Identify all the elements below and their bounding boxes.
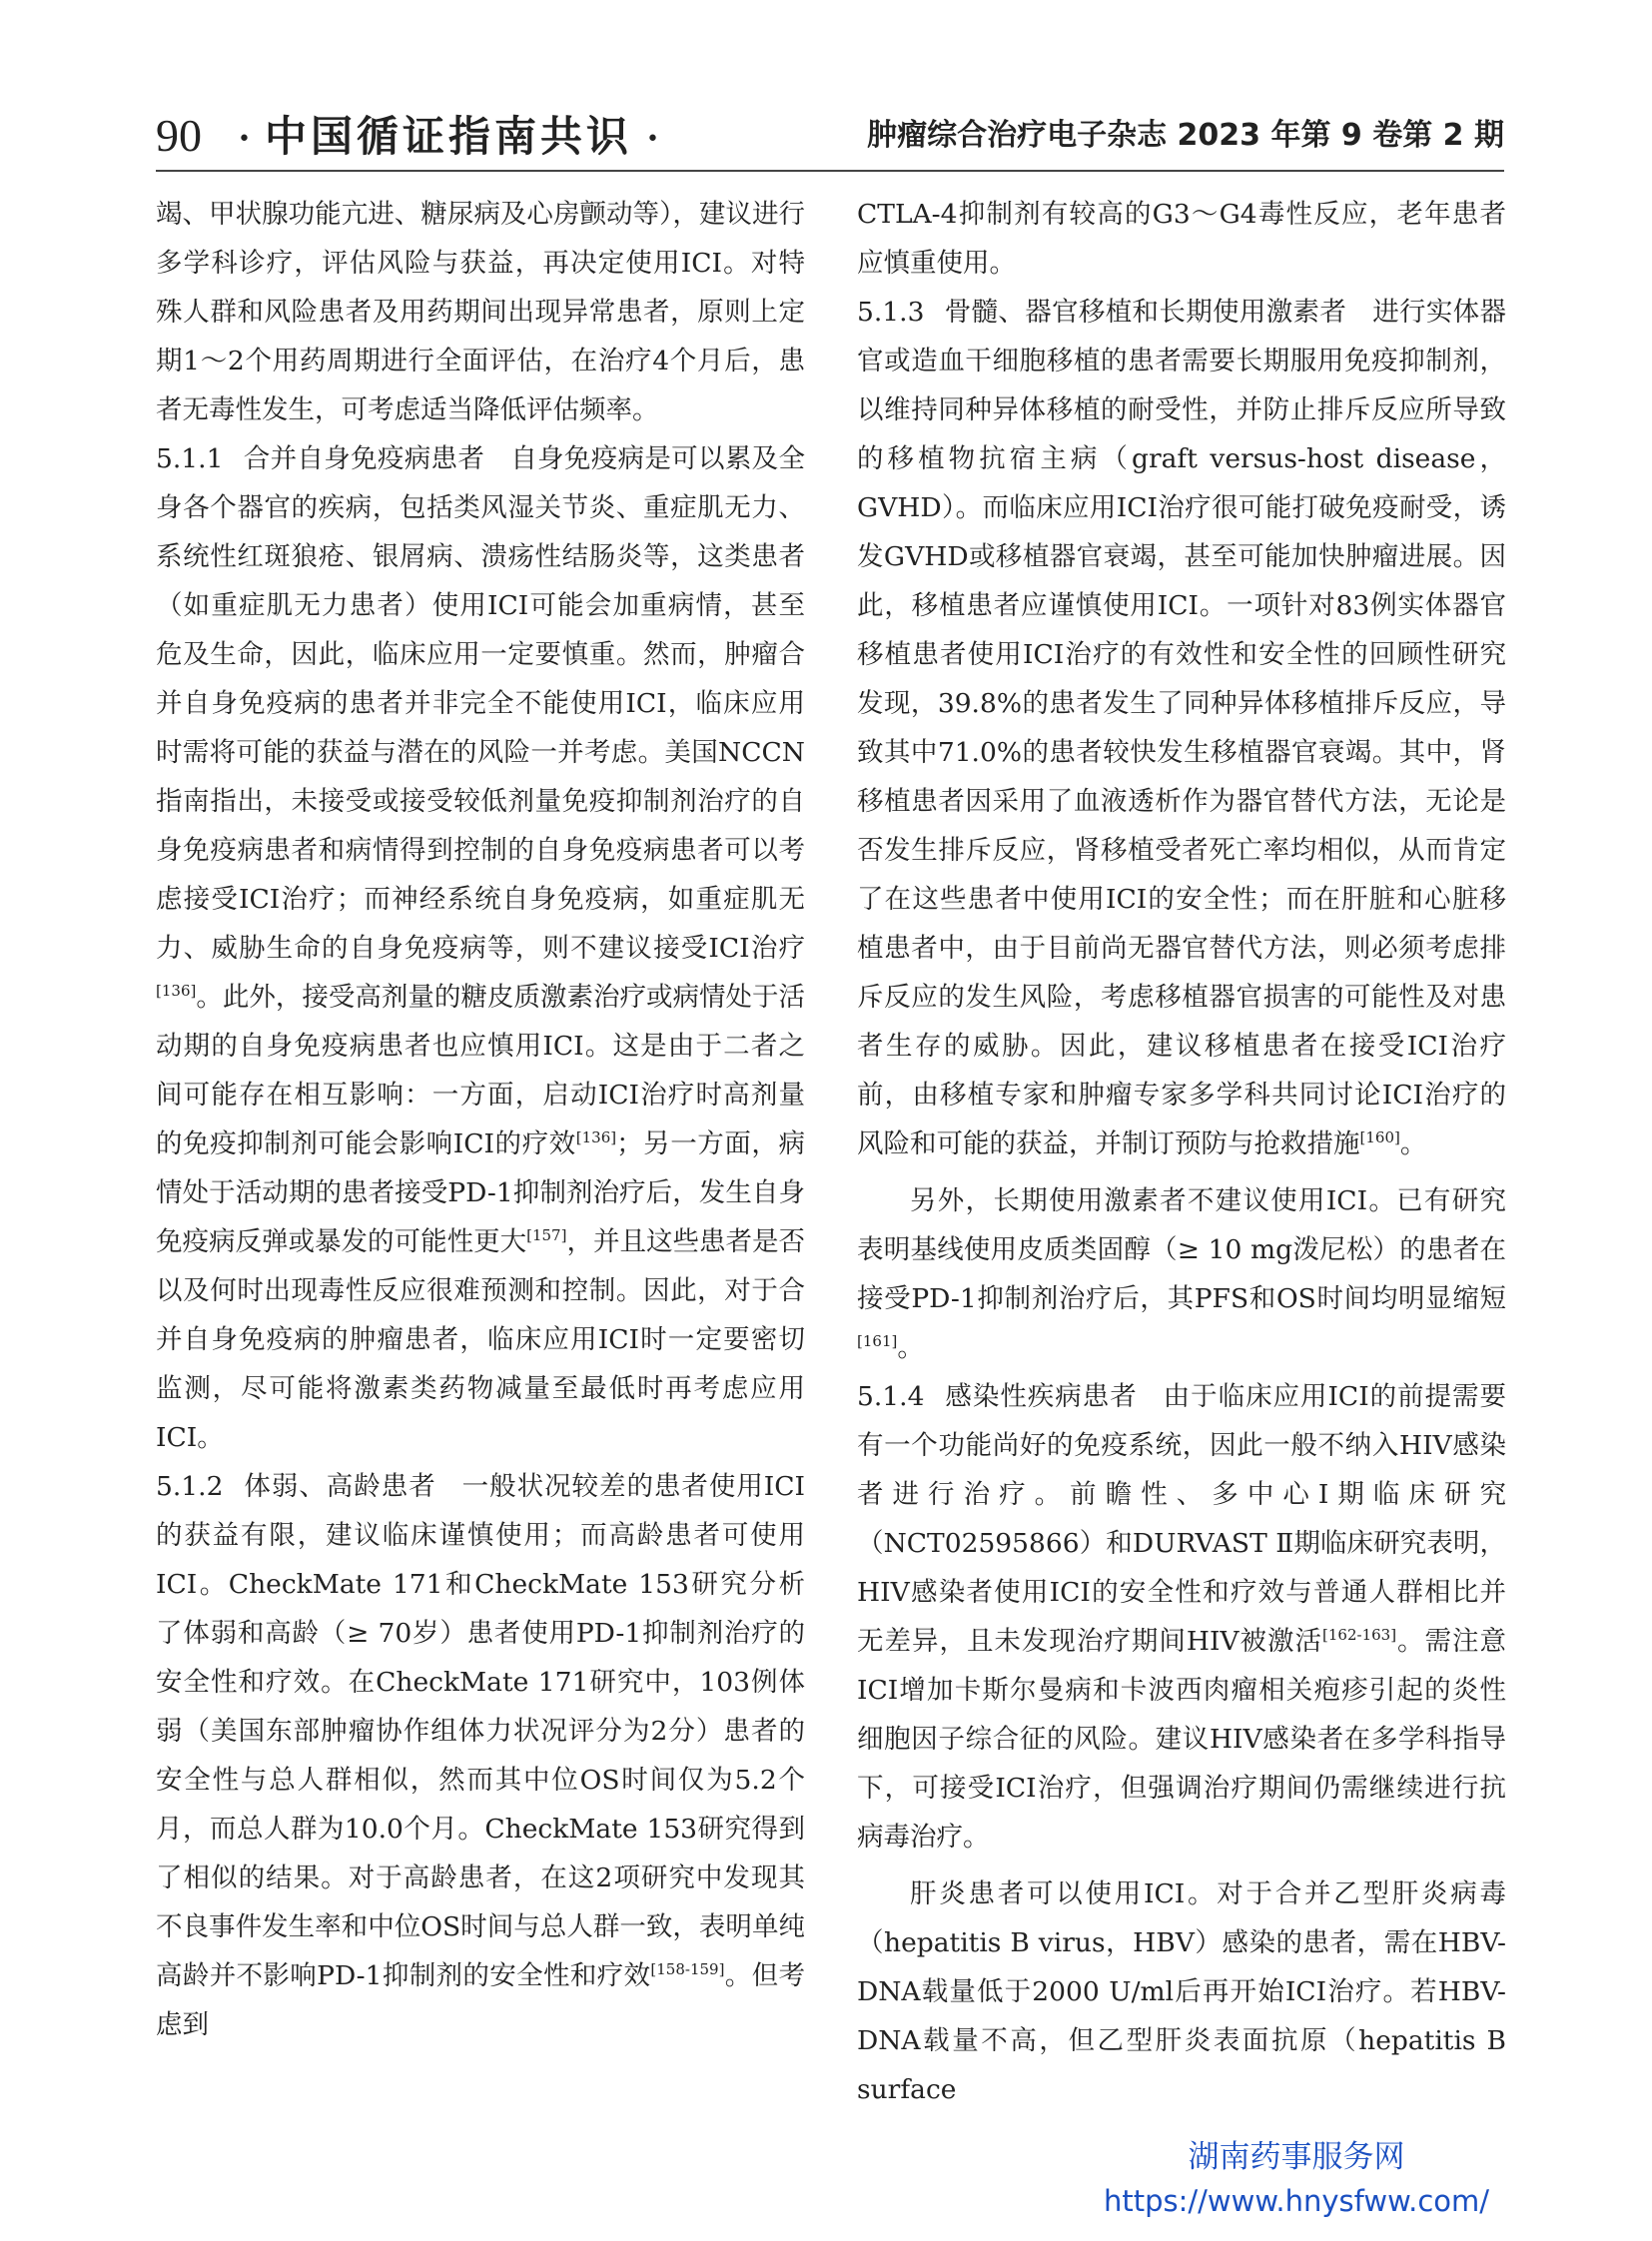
- section-number: 5.1.4: [857, 1381, 925, 1412]
- citation: [136]: [575, 1128, 617, 1147]
- paragraph-text: 进行实体器官或造血干细胞移植的患者需要长期服用免疫抑制剂，以维持同种异体移植的耐受性，并防止排斥反应所导致的移植物抗宿主病（graft versus-host disease，GVHD）。而临床应用ICI治疗很可能打破免疫耐受，诱发GVHD或移植器官衰竭，甚至可能加快肿瘤进展。因此，移植患者应谨慎使用ICI。一项针对83例实体器官移植患者使用ICI治疗的有效性和安全性的回顾性研究发现，39.8%的患者发生了同种异体移植排斥反应，导致其中71.0%的患者较快发生移植器官衰竭。其中，肾移植患者因采用了血液透析作为器官替代方法，无论是否发生排斥反应，肾移植受者死亡率均相似，从而肯定了在这些患者中使用ICI的安全性；而在肝脏和心脏移植患者中，由于目前尚无器官替代方法，则必须考虑排斥反应的发生风险，考虑移植器官损害的可能性及对患者生存的威胁。因此，建议移植患者在接受ICI治疗前，由移植专家和肿瘤专家多学科共同讨论ICI治疗的风险和可能的获益，并制订预防与抢救措施: [857, 297, 1506, 1159]
- section-5-1-2: [156, 1462, 805, 2049]
- journal-issue: 肿瘤综合治疗电子杂志 2023 年第 9 卷第 2 期: [867, 118, 1504, 153]
- paragraph-text: ；另一方面，病情处于活动期的患者接受PD-1抑制剂治疗后，发生自身免疫病反弹或暴发的可能性更大: [156, 1128, 806, 1257]
- paragraph: [857, 1869, 1506, 2114]
- citation: [160]: [1359, 1128, 1400, 1147]
- section-number: 5.1.1: [156, 443, 224, 474]
- page-number: 90: [156, 110, 202, 161]
- paragraph: [156, 190, 805, 434]
- citation: [162-163]: [1322, 1626, 1397, 1645]
- right-column: [857, 190, 1506, 2114]
- section-5-1-1: [156, 434, 805, 1462]
- header-left: [156, 108, 673, 168]
- paragraph: [857, 190, 1506, 288]
- citation: [157]: [526, 1226, 567, 1245]
- section-number: 5.1.3: [857, 297, 925, 328]
- section-title: 合并自身免疫病患者: [243, 443, 485, 474]
- citation: [158-159]: [650, 1960, 725, 1979]
- section-title: 骨髓、器官移植和长期使用激素者: [944, 297, 1347, 328]
- page-header: [156, 108, 1504, 164]
- watermark-url[interactable]: https://www.hnysfww.com/: [1103, 2184, 1490, 2218]
- section-title: 体弱、高龄患者: [243, 1471, 436, 1502]
- journal-section-title: 中国循证指南共识: [264, 112, 632, 161]
- paragraph-text: 一般状况较差的患者使用ICI的获益有限，建议临床谨慎使用；而高龄患者可使用ICI。CheckMate 171和CheckMate 153研究分析了体弱和高龄（≥ 70岁）患者使用PD-1抑制剂治疗的安全性和疗效。在CheckMate 171研究中，103例体弱（美国东部肿瘤协作组体力状况评分为2分）患者的安全性与总人群相似，然而其中位OS时间仅为5.2个月，而总人群为10.0个月。CheckMate 153研究得到了相似的结果。对于高龄患者，在这2项研究中发现其不良事件发生率和中位OS时间与总人群一致，表明单纯高龄并不影响PD-1抑制剂的安全性和疗效: [156, 1471, 806, 1991]
- bullet-dot: •: [238, 127, 251, 152]
- section-number: 5.1.2: [156, 1471, 224, 1502]
- citation: [136]: [156, 982, 197, 1001]
- left-column: [156, 190, 805, 2049]
- section-title: 感染性疾病患者: [944, 1381, 1138, 1412]
- paragraph-text: ，并且这些患者是否以及何时出现毒性反应很难预测和控制。因此，对于合并自身免疫病的肿瘤患者，临床应用ICI时一定要密切监测，尽可能将激素类药物减量至最低时再考虑应用ICI。: [156, 1226, 806, 1453]
- paragraph-text: 肝炎患者可以使用ICI。对于合并乙型肝炎病毒（hepatitis B virus，HBV）感染的患者，需在HBV-DNA载量低于2000 U/ml后再开始ICI治疗。若HBV-DNA载量不高，但乙型肝炎表面抗原（hepatitis B surface: [857, 1878, 1506, 2105]
- paragraph-text: 自身免疫病是可以累及全身各个器官的疾病，包括类风湿关节炎、重症肌无力、系统性红斑狼疮、银屑病、溃疡性结肠炎等，这类患者（如重症肌无力患者）使用ICI可能会加重病情，甚至危及生命，因此，临床应用一定要慎重。然而，肿瘤合并自身免疫病的患者并非完全不能使用ICI，临床应用时需将可能的获益与潜在的风险一并考虑。美国NCCN指南指出，未接受或接受较低剂量免疫抑制剂治疗的自身免疫病患者和病情得到控制的自身免疫病患者可以考虑接受ICI治疗；而神经系统自身免疫病，如重症肌无力、威胁生命的自身免疫病等，则不建议接受ICI治疗: [156, 443, 805, 964]
- paragraph: [857, 1176, 1506, 1372]
- paragraph-text: 。: [1399, 1128, 1427, 1159]
- watermark: [1097, 2135, 1496, 2223]
- header-divider: [156, 170, 1504, 172]
- paragraph-text: 。但考虑到: [156, 1960, 805, 2040]
- paragraph-text: 竭、甲状腺功能亢进、糖尿病及心房颤动等），建议进行多学科诊疗，评估风险与获益，再决定使用ICI。对特殊人群和风险患者及用药期间出现异常患者，原则上定期1～2个用药周期进行全面评估，在治疗4个月后，患者无毒性发生，可考虑适当降低评估频率。: [156, 199, 805, 425]
- paragraph-text: CTLA-4抑制剂有较高的G3～G4毒性反应，老年患者应慎重使用。: [857, 199, 1506, 279]
- bullet-dot: •: [646, 127, 659, 152]
- section-5-1-3: [857, 288, 1506, 1168]
- citation: [161]: [857, 1332, 898, 1351]
- paragraph-text: 。: [897, 1332, 924, 1363]
- paragraph-text: 另外，长期使用激素者不建议使用ICI。已有研究表明基线使用皮质类固醇（≥ 10 mg泼尼松）的患者在接受PD-1抑制剂治疗后，其PFS和OS时间均明显缩短: [857, 1185, 1506, 1314]
- watermark-site-name: 湖南药事服务网: [1188, 2139, 1405, 2175]
- paragraph-text: 由于临床应用ICI的前提需要有一个功能尚好的免疫系统，因此一般不纳入HIV感染者进行治疗。前瞻性、多中心Ⅰ期临床研究（NCT02595866）和DURVAST Ⅱ期临床研究表明，HIV感染者使用ICI的安全性和疗效与普通人群相比并无差异，且未发现治疗期间HIV被激活: [857, 1381, 1507, 1657]
- paragraph-text: 。需注意ICI增加卡斯尔曼病和卡波西肉瘤相关疱疹引起的炎性细胞因子综合征的风险。建议HIV感染者在多学科指导下，可接受ICI治疗，但强调治疗期间仍需继续进行抗病毒治疗。: [857, 1626, 1507, 1853]
- section-5-1-4: [857, 1372, 1506, 1862]
- paragraph-text: 。此外，接受高剂量的糖皮质激素治疗或病情处于活动期的自身免疫病患者也应慎用ICI。这是由于二者之间可能存在相互影响：一方面，启动ICI治疗时高剂量的免疫抑制剂可能会影响ICI的疗效: [156, 982, 805, 1159]
